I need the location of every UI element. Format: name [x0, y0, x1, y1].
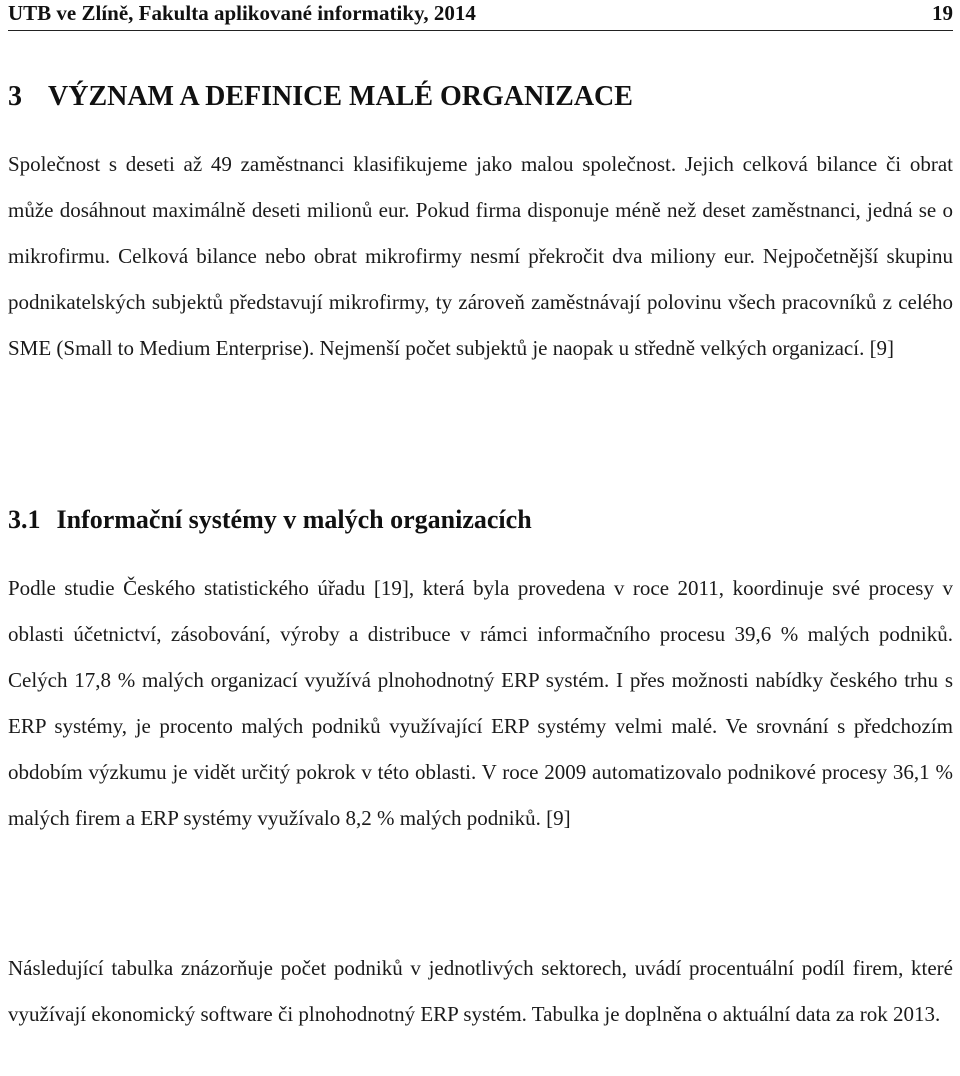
chapter-title: VÝZNAM A DEFINICE MALÉ ORGANIZACE — [48, 81, 633, 112]
header-title: UTB ve Zlíně, Fakulta aplikované informatiky, 2014 — [8, 1, 476, 25]
chapter-number: 3 — [8, 81, 22, 112]
section-title: Informační systémy v malých organizacích — [56, 505, 532, 534]
paragraph-statistics-study: Podle studie Českého statistického úřadu [19], která byla provedena v roce 2011, koordinuje své procesy v oblasti účetnictví, zásobování, výroby a distribuce v rámci informačního procesu 39,6 % malých podniků. Celých 17,8 % malých organizací využívá plnohodnotný ERP systém. I přes možnosti nabídky českého trhu s ERP systémy, je procento malých podniků využívající ERP systémy velmi malé. Ve srovnání s předchozím obdobím výzkumu je vidět určitý pokrok v této oblasti. V roce 2009 automatizovalo podnikové procesy 36,1 % malých firem a ERP systémy využívalo 8,2 % malých podniků. [9] — [8, 576, 953, 830]
section-number: 3.1 — [8, 505, 41, 534]
running-header — [8, 0, 953, 31]
page-number: 19 — [932, 1, 953, 25]
paragraph-small-organization-definition: Společnost s deseti až 49 zaměstnanci klasifikujeme jako malou společnost. Jejich celková bilance či obrat může dosáhnout maximálně deseti milionů eur. Pokud firma disponuje méně než deset zaměstnanci, jedná se o mikrofirmu. Celková bilance nebo obrat mikrofirmy nesmí překročit dva miliony eur. Nejpočetnější skupinu podnikatelských subjektů představují mikrofirmy, ty zároveň zaměstnávají polovinu všech pracovníků z celého SME (Small to Medium Enterprise). Nejmenší počet subjektů je naopak u středně velkých organizací. [9] — [8, 152, 953, 360]
paragraph-table-intro: Následující tabulka znázorňuje počet podniků v jednotlivých sektorech, uvádí procentuální podíl firem, které využívají ekonomický software či plnohodnotný ERP systém. Tabulka je doplněna o aktuální data za rok 2013. — [8, 956, 953, 1026]
section-heading — [8, 505, 532, 535]
chapter-heading — [8, 81, 633, 113]
